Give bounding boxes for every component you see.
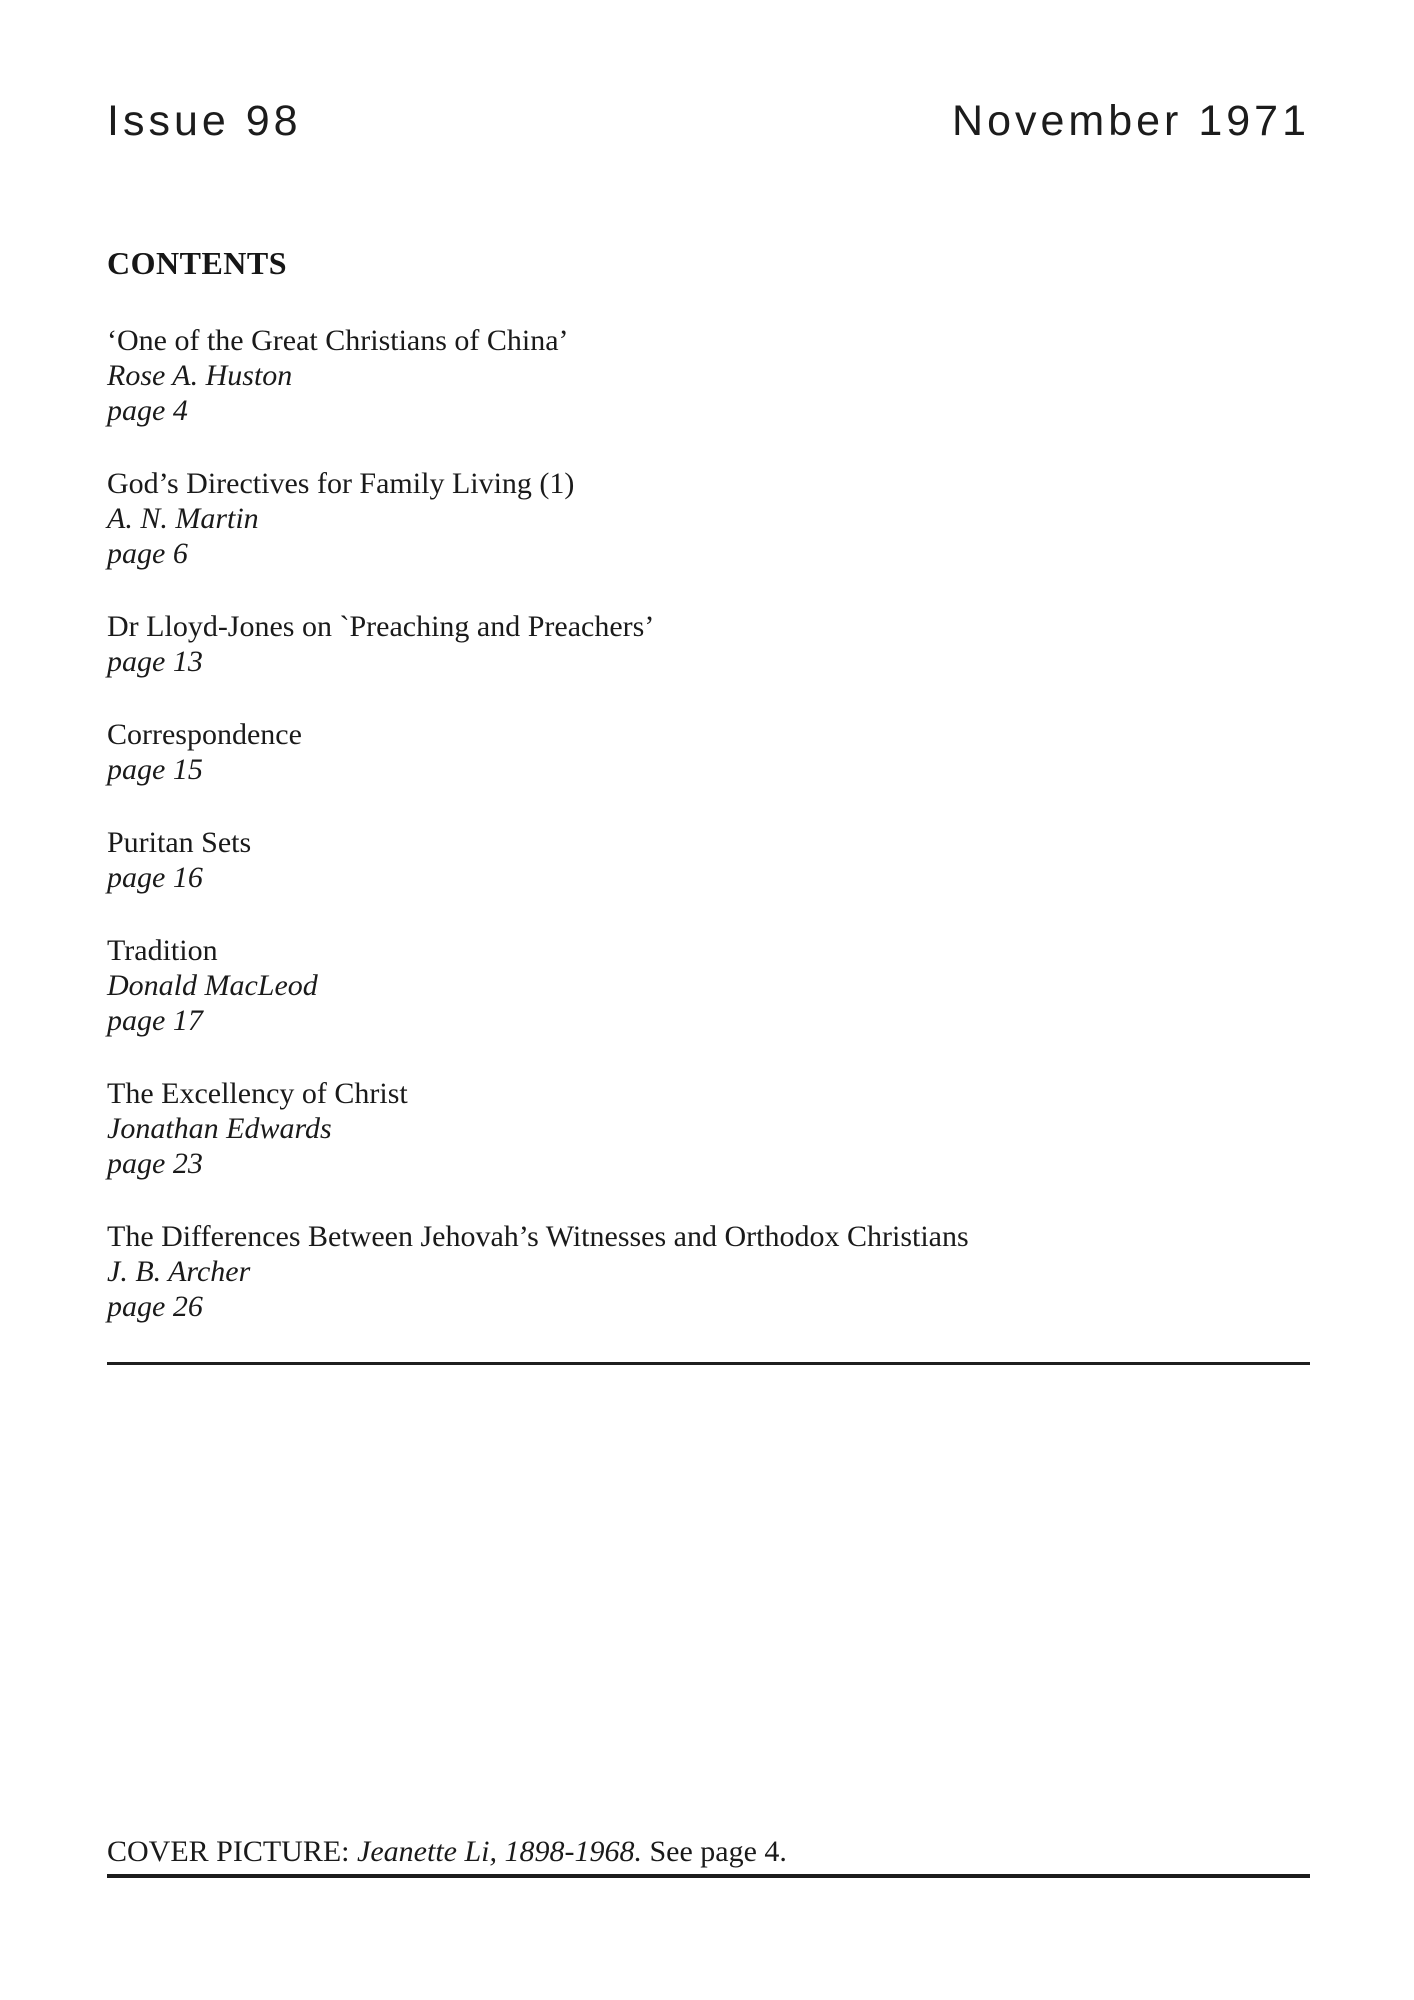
article-author: A. N. Martin xyxy=(107,502,259,535)
toc-entry xyxy=(107,1076,1310,1181)
toc-entry xyxy=(107,717,1310,787)
article-page: page 15 xyxy=(107,753,203,786)
article-page: page 23 xyxy=(107,1147,203,1180)
article-title: Tradition xyxy=(107,934,218,967)
toc-entry xyxy=(107,609,1310,679)
contents-divider-rule xyxy=(107,1362,1310,1365)
toc-entry xyxy=(107,323,1310,428)
article-author: Jonathan Edwards xyxy=(107,1112,332,1145)
article-page: page 4 xyxy=(107,394,188,427)
article-page: page 26 xyxy=(107,1290,203,1323)
toc-entry xyxy=(107,466,1310,571)
cover-picture-title: Jeanette Li, 1898-1968. xyxy=(357,1835,642,1868)
footer-rule xyxy=(107,1874,1310,1878)
cover-picture-caption xyxy=(107,1834,1310,1869)
article-title: Puritan Sets xyxy=(107,826,252,859)
article-author: Rose A. Huston xyxy=(107,359,293,392)
issue-number: Issue 98 xyxy=(107,97,302,145)
article-page: page 17 xyxy=(107,1004,203,1037)
toc-entry xyxy=(107,825,1310,895)
article-page: page 6 xyxy=(107,537,188,570)
article-author: Donald MacLeod xyxy=(107,969,318,1002)
article-title: Dr Lloyd-Jones on `Preaching and Preachers’ xyxy=(107,610,655,643)
footer xyxy=(107,1834,1310,1878)
article-author: J. B. Archer xyxy=(107,1255,251,1288)
article-title: God’s Directives for Family Living (1) xyxy=(107,467,575,500)
contents-section xyxy=(107,244,1310,1365)
masthead xyxy=(107,97,1310,145)
article-page: page 13 xyxy=(107,645,203,678)
issue-date: November 1971 xyxy=(952,97,1310,145)
toc-entry xyxy=(107,1219,1310,1324)
toc-entry xyxy=(107,933,1310,1038)
article-title: The Excellency of Christ xyxy=(107,1077,408,1110)
contents-heading: CONTENTS xyxy=(107,245,288,281)
article-page: page 16 xyxy=(107,861,203,894)
cover-picture-label: COVER PICTURE: xyxy=(107,1835,358,1868)
article-title: ‘One of the Great Christians of China’ xyxy=(107,324,569,357)
article-title: Correspondence xyxy=(107,718,302,751)
cover-picture-rest: See page 4. xyxy=(641,1835,787,1868)
article-title: The Differences Between Jehovah’s Witnesses and Orthodox Christians xyxy=(107,1220,969,1253)
